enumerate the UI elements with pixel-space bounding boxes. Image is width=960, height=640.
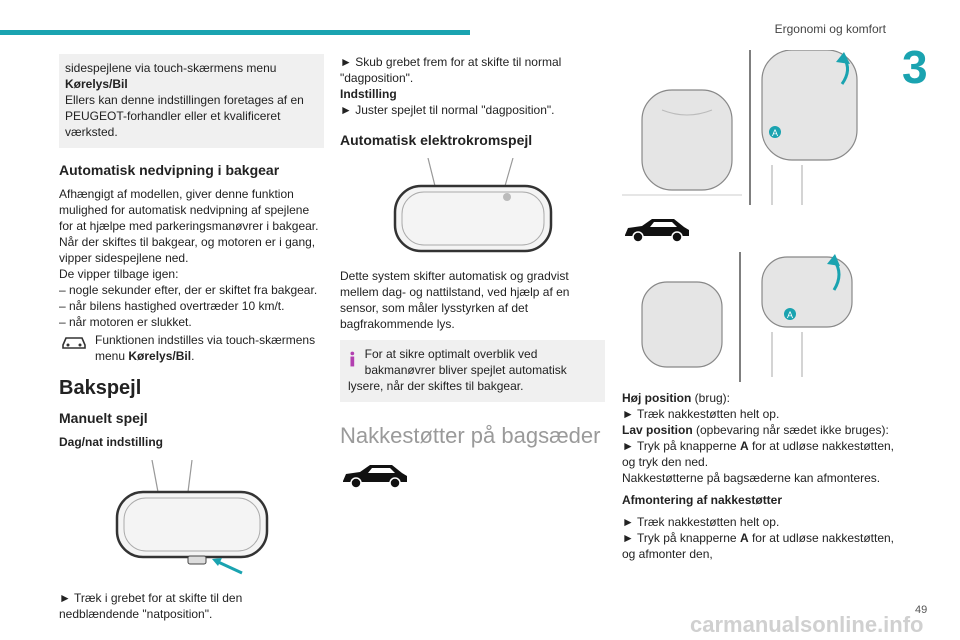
- column-2: [340, 54, 605, 494]
- electrochrome-text: Dette system skifter automatisk og gradvist mellem dag- og nattilstand, ved hjælp af en sensor, som måler lysstyrken af det bagfrakommende lys.: [340, 269, 570, 331]
- removal-step-2: ► Tryk på knapperne A for at udløse nakkestøtten, og afmonter den,: [622, 531, 895, 561]
- removal-step-1: ► Træk nakkestøtten helt op.: [622, 515, 780, 529]
- info-icon: [348, 346, 357, 372]
- low-position-text: Lav position (opbevaring når sædet ikke bruges):: [622, 423, 889, 437]
- car-note-menu: Kørelys/Bil: [128, 349, 192, 363]
- suv-car-icon: [340, 460, 410, 490]
- column-3: [622, 54, 902, 562]
- pull-lever-text: ► Træk i grebet for at skifte til den nedblændende "natposition".: [59, 591, 243, 621]
- info-box: [340, 340, 605, 402]
- dash-item: – når bilens hastighed overtræder 10 km/t.: [59, 299, 285, 313]
- column-1: [59, 54, 324, 622]
- heading-bakspejl: Bakspejl: [59, 377, 142, 399]
- adjustment-label: Indstilling: [340, 87, 397, 101]
- dash-item: – nogle sekunder efter, der er skiftet fra bakgear.: [59, 283, 318, 297]
- manual-mirror-illustration: [92, 460, 292, 580]
- chapter-title: Ergonomi og komfort: [774, 22, 886, 36]
- button-A-label: A: [786, 310, 794, 320]
- push-lever-text: ► Skub grebet frem for at skifte til normal "dagposition".: [340, 55, 562, 85]
- high-step: ► Træk nakkestøtten helt op.: [622, 407, 780, 421]
- removable-text: Nakkestøtterne på bagsæderne kan afmonteres.: [622, 471, 881, 485]
- electrochrome-mirror-illustration: [373, 158, 573, 258]
- car-note-text: Funktionen indstilles via touch-skærmens menu: [95, 333, 316, 363]
- heading-day-night: Dag/nat indstilling: [59, 435, 163, 449]
- car-settings-note: Funktionen indstilles via touch-skærmens menu Kørelys/Bil.: [59, 332, 324, 364]
- tilt-back-text: De vipper tilbage igen:: [59, 267, 179, 281]
- low-step: ► Tryk på knapperne A for at udløse nakkestøtten, og tryk den ned.: [622, 439, 895, 469]
- button-A-label: A: [771, 128, 779, 138]
- heading-auto-tilt: Automatisk nedvipning i bakgear: [59, 162, 280, 178]
- watermark: carmanualsonline.info: [690, 612, 924, 637]
- heading-electrochrome: Automatisk elektrokromspejl: [340, 132, 533, 148]
- heading-manual-mirror: Manuelt spejl: [59, 410, 148, 426]
- note-text: Ellers kan denne indstillingen foretages af en PEUGEOT-forhandler eller et kvalificeret værksted.: [65, 93, 304, 139]
- adjust-text: ► Juster spejlet til normal "dagposition".: [340, 103, 555, 117]
- auto-tilt-text: Afhængigt af modellen, giver denne funktion mulighed for automatisk nedvipning af spejlene for at hjælpe med parkeringsmanøvrer i bakgear. Når der skiftes til bakgear, og motoren er i gang, vipper sidespejlene ned.: [59, 187, 319, 265]
- heading-rear-headrests: Nakkestøtter på bagsæder: [340, 423, 601, 448]
- high-position-text: Høj position (brug):: [622, 391, 731, 405]
- info-text: For at sikre optimalt overblik ved bakmanøvrer bliver spejlet automatisk: [364, 347, 567, 377]
- chapter-number: 3: [902, 41, 928, 93]
- headrest-illustration-2: [622, 252, 892, 382]
- menu-name: Kørelys/Bil: [65, 77, 128, 91]
- suv-car-icon-2: [622, 214, 692, 244]
- car-settings-icon: [59, 332, 89, 352]
- dash-item: – når motoren er slukket.: [59, 315, 192, 329]
- headrest-illustration-1: [622, 50, 892, 210]
- note-line: sidespejlene via touch-skærmens menu: [65, 61, 277, 75]
- note-box: [59, 54, 324, 148]
- heading-removal: Afmontering af nakkestøtter: [622, 493, 783, 507]
- page-number: 49: [915, 604, 928, 616]
- header-accent-bar: [0, 30, 470, 35]
- info-text-cont: lysere, når der skiftes til bakgear.: [348, 379, 524, 393]
